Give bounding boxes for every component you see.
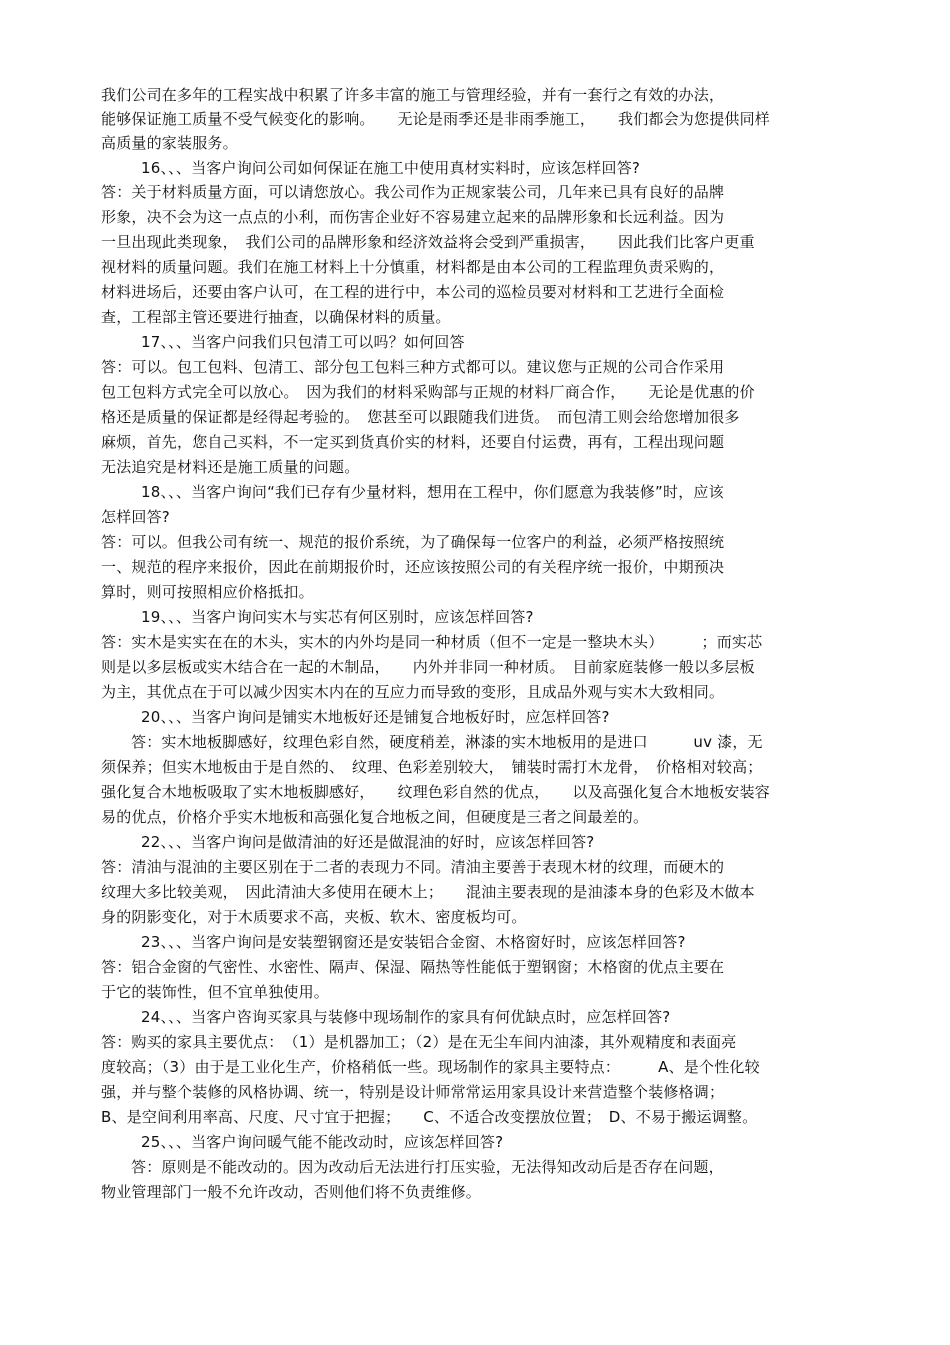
text-line: 视材料的质量问题。我们在施工材料上十分慎重，材料都是由本公司的工程监理负责采购的， [101, 258, 725, 276]
text-line: 麻烦，首先，您自己买料，不一定买到货真价实的材料，还要自付运费，再有，工程出现问题 [101, 433, 725, 451]
answer-line: 答：可以。但我公司有统一、规范的报价系统，为了确保每一位客户的利益，必须严格按照统 [101, 533, 725, 551]
text-line: 身的阴影变化，对于木质要求不高，夹板、软木、密度板均可。 [101, 908, 527, 926]
question-heading: 20、、、当客户询问是铺实木地板好还是铺复合地板好时，应怎样回答? [141, 708, 610, 726]
text-line: 为主，其优点在于可以减少因实木内在的互应力而导致的变形，且成品外观与实木大致相同。 [101, 683, 725, 701]
text-line: 则是以多层板或实木结合在一起的木制品， 内外并非同一种材质。 目前家庭装修一般以多层板 [101, 658, 755, 676]
text-line: 高质量的家装服务。 [101, 134, 238, 152]
text-line: 我们公司在多年的工程实战中积累了许多丰富的施工与管理经验，并有一套行之有效的办法， [101, 86, 725, 104]
text-line: 无法追究是材料还是施工质量的问题。 [101, 458, 360, 476]
text-line: 怎样回答? [101, 508, 170, 526]
text-line: 格还是质量的保证都是经得起考验的。 您甚至可以跟随我们进货。 而包清工则会给您增加很多 [101, 408, 740, 426]
text-line: B、是空间利用率高、尺度、尺寸宜于把握； C、不适合改变摆放位置； D、不易于搬运调整。 [101, 1108, 758, 1126]
question-heading: 22、、、当客户询问是做清油的好还是做混油的好时，应该怎样回答? [141, 833, 595, 851]
question-heading: 17、、、当客户问我们只包清工可以吗？如何回答 [141, 333, 465, 351]
answer-line: 答：清油与混油的主要区别在于二者的表现力不同。清油主要善于表现木材的纹理，而硬木的 [101, 858, 725, 876]
text-line: 算时，则可按照相应价格抵扣。 [101, 583, 314, 601]
answer-line: 答：关于材料质量方面，可以请您放心。我公司作为正规家装公司，几年来已具有良好的品牌 [101, 183, 725, 201]
text-line: 能够保证施工质量不受气候变化的影响。 无论是雨季还是非雨季施工， 我们都会为您提供同样 [101, 110, 771, 128]
question-heading: 18、、、当客户询问“我们已存有少量材料，想用在工程中，你们愿意为我装修”时，应该 [141, 483, 724, 501]
answer-line: 答：原则是不能改动的。因为改动后无法进行打压实验，无法得知改动后是否存在问题， [131, 1158, 724, 1176]
text-line: 一、规范的程序来报价，因此在前期报价时，还应该按照公司的有关程序统一报价，中期预决 [101, 558, 725, 576]
question-heading: 19、、、当客户询问实木与实芯有何区别时，应该怎样回答? [141, 608, 534, 626]
text-line: 形象，决不会为这一点点的小利，而伤害企业好不容易建立起来的品牌形象和长远利益。因为 [101, 208, 725, 226]
text-line: 物业管理部门一般不允许改动，否则他们将不负责维修。 [101, 1183, 482, 1201]
answer-line: 答：铝合金窗的气密性、水密性、隔声、保湿、隔热等性能低于塑钢窗；木格窗的优点主要在 [101, 958, 725, 976]
question-heading: 16、、、当客户询问公司如何保证在施工中使用真材实料时，应该怎样回答? [141, 159, 641, 177]
answer-line: 答：实木地板脚感好，纹理色彩自然，硬度稍差，淋漆的实木地板用的是进口 uv 漆，无 [131, 733, 763, 751]
text-line: 易的优点，价格介乎实木地板和高强化复合地板之间，但硬度是三者之间最差的。 [101, 808, 649, 826]
text-line: 一旦出现此类现象， 我们公司的品牌形象和经济效益将会受到严重损害， 因此我们比客户更重 [101, 233, 755, 251]
text-line: 纹理大多比较美观， 因此清油大多使用在硬木上； 混油主要表现的是油漆本身的色彩及木做本 [101, 883, 755, 901]
question-heading: 24、、、当客户咨询买家具与装修中现场制作的家具有何优缺点时，应怎样回答? [141, 1008, 671, 1026]
question-heading: 25、、、当客户询问暖气能不能改动时，应该怎样回答? [141, 1133, 504, 1151]
text-line: 查，工程部主管还要进行抽查，以确保材料的质量。 [101, 308, 451, 326]
text-line: 度较高；（3）由于是工业化生产，价格稍低一些。现场制作的家具主要特点： A、是个性化较 [101, 1058, 760, 1076]
text-line: 材料进场后，还要由客户认可，在工程的进行中，本公司的巡检员要对材料和工艺进行全面检 [101, 283, 725, 301]
answer-line: 答：可以。包工包料、包清工、部分包工包料三种方式都可以。建议您与正规的公司合作采用 [101, 358, 725, 376]
text-line: 包工包料方式完全可以放心。 因为我们的材料采购部与正规的材料厂商合作， 无论是优惠的价 [101, 383, 755, 401]
text-line: 强，并与整个装修的风格协调、统一，特别是设计师常常运用家具设计来营造整个装修格调； [101, 1083, 725, 1101]
text-line: 须保养；但实木地板由于是自然的、 纹理、色彩差别较大， 铺装时需打木龙骨， 价格相对较高； [101, 758, 763, 776]
question-heading: 23、、、当客户询问是安装塑钢窗还是安装铝合金窗、木格窗好时，应该怎样回答? [141, 933, 686, 951]
answer-line: 答：购买的家具主要优点： （1）是机器加工；（2）是在无尘车间内油漆，其外观精度和表面亮 [101, 1033, 737, 1051]
answer-line: 答：实木是实实在在的木头，实木的内外均是同一种材质（但不一定是一整块木头） ；而实芯 [101, 633, 763, 651]
text-line: 于它的装饰性，但不宜单独使用。 [101, 983, 330, 1001]
text-line: 强化复合木地板吸取了实木地板脚感好， 纹理色彩自然的优点， 以及高强化复合木地板安装容 [101, 783, 771, 801]
